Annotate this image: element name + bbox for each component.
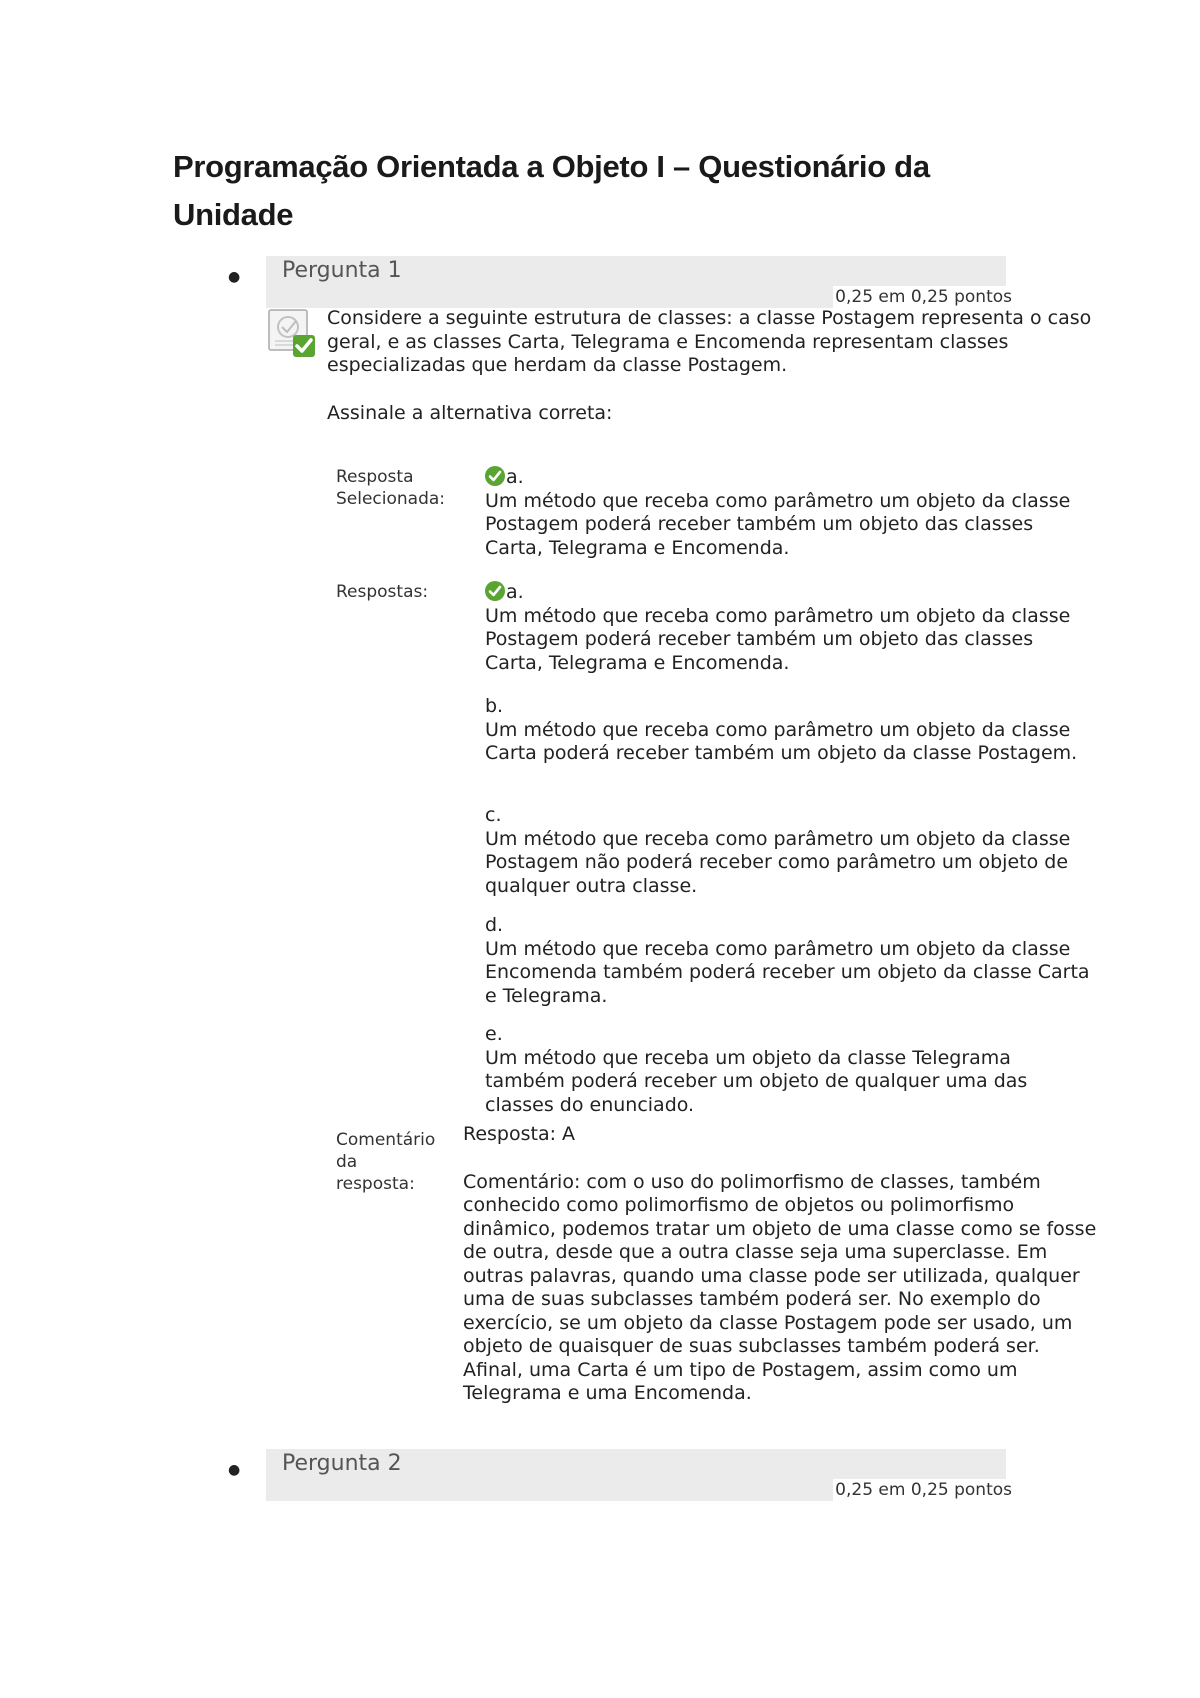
comment-label: Comentário da resposta: [336,1130,436,1194]
question-text: Considere a seguinte estrutura de classes: a classe Postagem representa o caso geral, e as classes Carta, Telegrama e Encomenda representam classes especializadas que herdam da classe Postagem. [327,307,1092,376]
answer-letter: a. [485,581,1095,605]
answer-text: Um método que receba como parâmetro um objeto da classe Postagem poderá receber também um objeto das classes Carta, Telegrama e Encomenda. [485,604,1071,674]
question-header-bar [266,256,1012,308]
answer-letter: d. [485,914,504,936]
answer-letter: e. [485,1023,503,1045]
answer-option-e [485,1023,1095,1117]
answers-label: Respostas: [336,582,429,602]
answer-text: Um método que receba como parâmetro um objeto da classe Postagem poderá receber também um objeto das classes Carta, Telegrama e Encomenda. [485,489,1071,559]
question-prompt: Assinale a alternativa correta: [327,401,613,424]
selected-answer-label: Resposta Selecionada: [336,467,446,509]
comment-text: Comentário: com o uso do polimorfismo de classes, também conhecido como polimorfismo de objetos ou polimorfismo dinâmico, podemos tratar um objeto de uma classe como se fosse de outra, desde que a outra classe seja uma superclasse. Em outras palavras, quando uma classe pode ser utilizada, qualquer uma de suas subclasses também poderá ser. No exemplo do exercício, se um objeto da classe Postagem pode ser usado, um objeto de quaisquer de suas subclasses também poderá ser. Afinal, uma Carta é um tipo de Postagem, assim como um Telegrama e uma Encomenda. [463,1170,1097,1404]
answer-text: Um método que receba como parâmetro um objeto da classe Carta poderá receber também um objeto da classe Postagem. [485,718,1078,764]
answer-option-a [485,581,1095,675]
answer-option-d [485,914,1095,1008]
answer-letter: c. [485,804,502,826]
answer-option-c [485,804,1095,898]
bullet: ● [228,1462,241,1478]
question-score: 0,25 em 0,25 pontos [835,1480,1012,1500]
bullet: ● [228,269,241,285]
question-header-bar [266,1449,1012,1501]
answer-option-b [485,695,1095,766]
answer-text: Um método que receba um objeto da classe Telegrama também poderá receber um objeto de qualquer uma das classes do enunciado. [485,1046,1028,1116]
question-title: Pergunta 1 [282,258,402,283]
question-1-header [228,256,1012,308]
answer-letter: b. [485,695,504,717]
question-2-header [228,1449,1012,1501]
correct-check-icon [485,466,505,486]
question-title: Pergunta 2 [282,1451,402,1476]
comment-answer: Resposta: A [463,1123,576,1145]
answer-text: Um método que receba como parâmetro um objeto da classe Encomenda também poderá receber um objeto da classe Carta e Telegrama. [485,937,1090,1007]
question-statement [327,307,1107,425]
page-title: Programação Orientada a Objeto I – Questionário da Unidade [173,149,930,232]
correct-status-icon [267,307,319,359]
answer-letter: a. [485,466,1095,490]
correct-check-icon [485,581,505,601]
answer-comment [463,1123,1103,1406]
selected-answer [485,466,1095,560]
question-score: 0,25 em 0,25 pontos [835,287,1012,307]
answer-text: Um método que receba como parâmetro um objeto da classe Postagem não poderá receber como parâmetro um objeto de qualquer outra classe. [485,827,1071,897]
